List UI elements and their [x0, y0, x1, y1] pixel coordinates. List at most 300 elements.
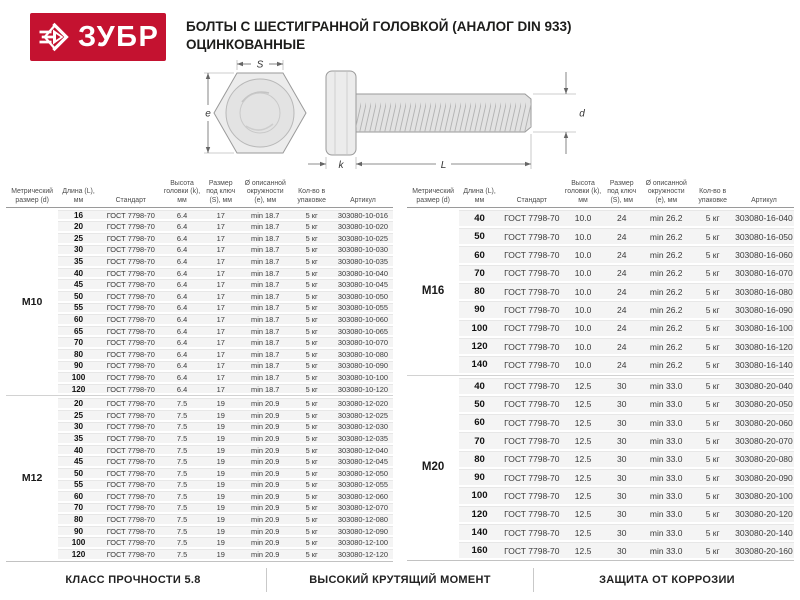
standard-cell: ГОСТ 7798-70	[500, 506, 564, 522]
article-cell: 303080-20-090	[734, 469, 794, 485]
table-row	[6, 314, 393, 324]
article-cell: 303080-10-030	[333, 245, 393, 255]
circumscribed-diameter-cell: min 33.0	[641, 451, 691, 467]
wrench-size-cell: 17	[201, 279, 240, 289]
package-qty-cell: 5 кг	[691, 210, 734, 226]
package-qty-cell: 5 кг	[290, 337, 333, 347]
article-cell: 303080-10-080	[333, 349, 393, 359]
wrench-size-cell: 24	[602, 228, 641, 244]
length-cell: 80	[58, 514, 99, 524]
table-row	[407, 301, 794, 317]
article-cell: 303080-16-120	[734, 338, 794, 354]
article-cell: 303080-12-055	[333, 480, 393, 490]
circumscribed-diameter-cell: min 18.7	[240, 337, 290, 347]
table-row	[6, 503, 393, 513]
table-row	[6, 445, 393, 455]
article-cell: 303080-12-030	[333, 422, 393, 432]
footer-strength-class: КЛАСС ПРОЧНОСТИ 5.8	[65, 574, 201, 586]
standard-cell: ГОСТ 7798-70	[99, 279, 163, 289]
head-height-cell: 12.5	[564, 432, 603, 448]
standard-cell: ГОСТ 7798-70	[99, 468, 163, 478]
circumscribed-diameter-cell: min 18.7	[240, 291, 290, 301]
table-row	[6, 291, 393, 301]
head-height-cell: 7.5	[163, 514, 202, 524]
package-qty-cell: 5 кг	[290, 526, 333, 536]
circumscribed-diameter-cell: min 20.9	[240, 456, 290, 466]
wrench-size-cell: 17	[201, 384, 240, 394]
standard-cell: ГОСТ 7798-70	[99, 361, 163, 371]
wrench-size-cell: 19	[201, 491, 240, 501]
column-header: Ø описанной окружности (e), мм	[645, 180, 687, 204]
length-cell: 80	[459, 283, 500, 299]
head-height-cell: 7.5	[163, 491, 202, 501]
standard-cell: ГОСТ 7798-70	[99, 372, 163, 382]
table-row	[6, 537, 393, 547]
table-row	[6, 398, 393, 408]
page-title	[186, 18, 572, 53]
wrench-size-cell: 17	[201, 291, 240, 301]
standard-cell: ГОСТ 7798-70	[500, 228, 564, 244]
circumscribed-diameter-cell: min 33.0	[641, 469, 691, 485]
head-height-cell: 12.5	[564, 487, 603, 503]
head-height-cell: 6.4	[163, 210, 202, 220]
wrench-size-cell: 30	[602, 396, 641, 412]
head-height-cell: 7.5	[163, 410, 202, 420]
table-row	[6, 410, 393, 420]
wrench-size-cell: 17	[201, 233, 240, 243]
circumscribed-diameter-cell: min 26.2	[641, 210, 691, 226]
length-cell: 30	[58, 422, 99, 432]
length-cell: 70	[459, 265, 500, 281]
column-header: Стандарт	[516, 196, 547, 204]
length-cell: 120	[459, 506, 500, 522]
table-row	[6, 337, 393, 347]
article-cell: 303080-20-040	[734, 378, 794, 394]
wrench-size-cell: 17	[201, 221, 240, 231]
circumscribed-diameter-cell: min 18.7	[240, 372, 290, 382]
head-height-cell: 10.0	[564, 210, 603, 226]
wrench-size-cell: 19	[201, 514, 240, 524]
wrench-size-cell: 19	[201, 468, 240, 478]
circumscribed-diameter-cell: min 18.7	[240, 361, 290, 371]
footer-corrosion: ЗАЩИТА ОТ КОРРОЗИИ	[599, 574, 735, 586]
circumscribed-diameter-cell: min 18.7	[240, 279, 290, 289]
wrench-size-cell: 24	[602, 265, 641, 281]
package-qty-cell: 5 кг	[691, 414, 734, 430]
article-cell: 303080-16-100	[734, 320, 794, 336]
head-height-cell: 12.5	[564, 524, 603, 540]
length-cell: 90	[58, 526, 99, 536]
table-row	[407, 265, 794, 281]
metric-size-label: М16	[421, 285, 445, 298]
table-row	[6, 480, 393, 490]
head-circle	[226, 79, 294, 147]
article-cell: 303080-10-065	[333, 326, 393, 336]
feature-footer	[0, 560, 800, 600]
standard-cell: ГОСТ 7798-70	[500, 301, 564, 317]
table-row	[6, 422, 393, 432]
circumscribed-diameter-cell: min 26.2	[641, 338, 691, 354]
column-header: Метрический размер (d)	[412, 188, 455, 204]
package-qty-cell: 5 кг	[290, 422, 333, 432]
size-group	[407, 375, 794, 559]
wrench-size-cell: 19	[201, 503, 240, 513]
article-cell: 303080-12-050	[333, 468, 393, 478]
size-group	[6, 395, 393, 558]
table-body	[407, 208, 794, 562]
standard-cell: ГОСТ 7798-70	[99, 349, 163, 359]
table-row	[407, 338, 794, 354]
table-row	[6, 372, 393, 382]
brand-name: ЗУБР	[78, 20, 160, 53]
length-cell: 65	[58, 326, 99, 336]
package-qty-cell: 5 кг	[691, 524, 734, 540]
table-row	[6, 256, 393, 266]
table-row	[6, 433, 393, 443]
circumscribed-diameter-cell: min 33.0	[641, 432, 691, 448]
circumscribed-diameter-cell: min 18.7	[240, 349, 290, 359]
package-qty-cell: 5 кг	[290, 480, 333, 490]
package-qty-cell: 5 кг	[290, 384, 333, 394]
column-header: Размер под ключ (S), мм	[206, 180, 236, 204]
length-cell: 100	[58, 372, 99, 382]
column-header: Длина (L), мм	[463, 188, 496, 204]
wrench-size-cell: 17	[201, 326, 240, 336]
brand-logo	[30, 13, 166, 61]
length-cell: 80	[459, 451, 500, 467]
length-cell: 120	[58, 384, 99, 394]
package-qty-cell: 5 кг	[290, 372, 333, 382]
head-height-cell: 7.5	[163, 422, 202, 432]
wrench-size-cell: 24	[602, 356, 641, 372]
spec-table-m16-m20	[407, 180, 794, 562]
article-cell: 303080-20-060	[734, 414, 794, 430]
length-cell: 40	[58, 268, 99, 278]
package-qty-cell: 5 кг	[290, 456, 333, 466]
bolt-drawing-svg	[198, 56, 590, 176]
circumscribed-diameter-cell: min 26.2	[641, 301, 691, 317]
article-cell: 303080-16-070	[734, 265, 794, 281]
standard-cell: ГОСТ 7798-70	[500, 210, 564, 226]
table-row	[407, 469, 794, 485]
standard-cell: ГОСТ 7798-70	[500, 469, 564, 485]
standard-cell: ГОСТ 7798-70	[500, 451, 564, 467]
article-cell: 303080-10-050	[333, 291, 393, 301]
length-cell: 160	[459, 542, 500, 558]
table-row	[6, 210, 393, 220]
column-header: Высота головки (k), мм	[564, 180, 602, 204]
article-cell: 303080-12-080	[333, 514, 393, 524]
wrench-size-cell: 17	[201, 303, 240, 313]
head-height-cell: 6.4	[163, 268, 202, 278]
wrench-size-cell: 30	[602, 542, 641, 558]
head-height-cell: 12.5	[564, 396, 603, 412]
length-cell: 35	[58, 256, 99, 266]
article-cell: 303080-16-090	[734, 301, 794, 317]
wrench-size-cell: 17	[201, 245, 240, 255]
head-height-cell: 10.0	[564, 320, 603, 336]
size-group	[6, 210, 393, 394]
wrench-size-cell: 30	[602, 506, 641, 522]
standard-cell: ГОСТ 7798-70	[99, 537, 163, 547]
circumscribed-diameter-cell: min 18.7	[240, 210, 290, 220]
bolt-technical-drawing	[198, 56, 590, 176]
head-height-cell: 6.4	[163, 303, 202, 313]
circumscribed-diameter-cell: min 20.9	[240, 445, 290, 455]
article-cell: 303080-20-160	[734, 542, 794, 558]
metric-size-label: М10	[21, 295, 43, 308]
length-cell: 50	[459, 228, 500, 244]
column-header: Артикул	[751, 196, 777, 204]
column-header: Кол-во в упаковке	[297, 188, 326, 204]
package-qty-cell: 5 кг	[691, 506, 734, 522]
standard-cell: ГОСТ 7798-70	[99, 491, 163, 501]
wrench-size-cell: 19	[201, 445, 240, 455]
head-height-cell: 7.5	[163, 480, 202, 490]
article-cell: 303080-20-080	[734, 451, 794, 467]
standard-cell: ГОСТ 7798-70	[99, 445, 163, 455]
table-row	[407, 542, 794, 558]
table-row	[407, 414, 794, 430]
standard-cell: ГОСТ 7798-70	[99, 210, 163, 220]
spec-tables	[6, 180, 794, 562]
standard-cell: ГОСТ 7798-70	[99, 433, 163, 443]
length-cell: 30	[58, 245, 99, 255]
circumscribed-diameter-cell: min 20.9	[240, 410, 290, 420]
table-row	[6, 268, 393, 278]
table-row	[6, 526, 393, 536]
wrench-size-cell: 19	[201, 456, 240, 466]
length-cell: 100	[459, 320, 500, 336]
head-height-cell: 6.4	[163, 384, 202, 394]
wrench-size-cell: 24	[602, 301, 641, 317]
wrench-size-cell: 24	[602, 283, 641, 299]
standard-cell: ГОСТ 7798-70	[500, 356, 564, 372]
standard-cell: ГОСТ 7798-70	[99, 291, 163, 301]
table-row	[6, 384, 393, 394]
table-row	[407, 432, 794, 448]
head-height-cell: 10.0	[564, 246, 603, 262]
package-qty-cell: 5 кг	[290, 303, 333, 313]
circumscribed-diameter-cell: min 18.7	[240, 326, 290, 336]
head-height-cell: 6.4	[163, 279, 202, 289]
length-cell: 40	[459, 378, 500, 394]
standard-cell: ГОСТ 7798-70	[500, 265, 564, 281]
package-qty-cell: 5 кг	[290, 279, 333, 289]
standard-cell: ГОСТ 7798-70	[99, 384, 163, 394]
circumscribed-diameter-cell: min 33.0	[641, 396, 691, 412]
article-cell: 303080-16-050	[734, 228, 794, 244]
article-cell: 303080-16-140	[734, 356, 794, 372]
head-height-cell: 10.0	[564, 356, 603, 372]
package-qty-cell: 5 кг	[290, 433, 333, 443]
circumscribed-diameter-cell: min 18.7	[240, 221, 290, 231]
wrench-size-cell: 19	[201, 526, 240, 536]
wrench-size-cell: 30	[602, 451, 641, 467]
standard-cell: ГОСТ 7798-70	[500, 487, 564, 503]
package-qty-cell: 5 кг	[290, 537, 333, 547]
circumscribed-diameter-cell: min 33.0	[641, 506, 691, 522]
package-qty-cell: 5 кг	[290, 245, 333, 255]
standard-cell: ГОСТ 7798-70	[99, 410, 163, 420]
table-row	[407, 210, 794, 226]
zubr-arrow-icon	[38, 19, 74, 55]
standard-cell: ГОСТ 7798-70	[99, 256, 163, 266]
article-cell: 303080-12-020	[333, 398, 393, 408]
article-cell: 303080-10-055	[333, 303, 393, 313]
package-qty-cell: 5 кг	[691, 283, 734, 299]
package-qty-cell: 5 кг	[290, 326, 333, 336]
article-cell: 303080-10-020	[333, 221, 393, 231]
column-header: Кол-во в упаковке	[698, 188, 727, 204]
package-qty-cell: 5 кг	[290, 314, 333, 324]
dim-label-d: d	[579, 108, 585, 120]
table-row	[407, 283, 794, 299]
length-cell: 140	[459, 356, 500, 372]
wrench-size-cell: 24	[602, 246, 641, 262]
table-row	[407, 246, 794, 262]
standard-cell: ГОСТ 7798-70	[99, 456, 163, 466]
package-qty-cell: 5 кг	[290, 398, 333, 408]
standard-cell: ГОСТ 7798-70	[99, 422, 163, 432]
length-cell: 140	[459, 524, 500, 540]
length-cell: 45	[58, 456, 99, 466]
article-cell: 303080-10-045	[333, 279, 393, 289]
table-row	[6, 549, 393, 559]
metric-size-label: М12	[21, 471, 43, 484]
wrench-size-cell: 19	[201, 480, 240, 490]
head-height-cell: 6.4	[163, 245, 202, 255]
length-cell: 20	[58, 398, 99, 408]
head-height-cell: 7.5	[163, 468, 202, 478]
table-header-row	[407, 180, 794, 208]
package-qty-cell: 5 кг	[290, 445, 333, 455]
standard-cell: ГОСТ 7798-70	[500, 320, 564, 336]
article-cell: 303080-10-025	[333, 233, 393, 243]
article-cell: 303080-12-100	[333, 537, 393, 547]
package-qty-cell: 5 кг	[691, 246, 734, 262]
package-qty-cell: 5 кг	[691, 378, 734, 394]
circumscribed-diameter-cell: min 20.9	[240, 549, 290, 559]
dim-label-s: S	[256, 59, 264, 71]
package-qty-cell: 5 кг	[290, 410, 333, 420]
length-cell: 20	[58, 221, 99, 231]
wrench-size-cell: 17	[201, 372, 240, 382]
head-height-cell: 6.4	[163, 349, 202, 359]
package-qty-cell: 5 кг	[290, 468, 333, 478]
head-height-cell: 7.5	[163, 503, 202, 513]
head-height-cell: 12.5	[564, 451, 603, 467]
table-row	[6, 279, 393, 289]
column-header: Метрический размер (d)	[11, 188, 54, 204]
article-cell: 303080-10-100	[333, 372, 393, 382]
article-cell: 303080-20-050	[734, 396, 794, 412]
circumscribed-diameter-cell: min 18.7	[240, 303, 290, 313]
circumscribed-diameter-cell: min 20.9	[240, 503, 290, 513]
column-header: Размер под ключ (S), мм	[607, 180, 637, 204]
article-cell: 303080-12-090	[333, 526, 393, 536]
wrench-size-cell: 19	[201, 422, 240, 432]
package-qty-cell: 5 кг	[691, 396, 734, 412]
circumscribed-diameter-cell: min 18.7	[240, 233, 290, 243]
article-cell: 303080-16-060	[734, 246, 794, 262]
table-row	[407, 356, 794, 372]
article-cell: 303080-10-070	[333, 337, 393, 347]
wrench-size-cell: 19	[201, 398, 240, 408]
standard-cell: ГОСТ 7798-70	[99, 303, 163, 313]
circumscribed-diameter-cell: min 18.7	[240, 268, 290, 278]
length-cell: 50	[58, 291, 99, 301]
standard-cell: ГОСТ 7798-70	[500, 283, 564, 299]
length-cell: 40	[459, 210, 500, 226]
standard-cell: ГОСТ 7798-70	[500, 378, 564, 394]
article-cell: 303080-12-025	[333, 410, 393, 420]
article-cell: 303080-10-060	[333, 314, 393, 324]
circumscribed-diameter-cell: min 20.9	[240, 526, 290, 536]
length-cell: 90	[459, 301, 500, 317]
head-height-cell: 6.4	[163, 256, 202, 266]
circumscribed-diameter-cell: min 33.0	[641, 542, 691, 558]
circumscribed-diameter-cell: min 20.9	[240, 514, 290, 524]
head-height-cell: 6.4	[163, 372, 202, 382]
table-row	[407, 524, 794, 540]
wrench-size-cell: 17	[201, 314, 240, 324]
metric-size-label: М20	[421, 461, 445, 473]
wrench-size-cell: 30	[602, 378, 641, 394]
head-height-cell: 12.5	[564, 378, 603, 394]
package-qty-cell: 5 кг	[691, 265, 734, 281]
article-cell: 303080-12-070	[333, 503, 393, 513]
head-height-cell: 7.5	[163, 526, 202, 536]
column-header: Артикул	[350, 196, 376, 204]
head-height-cell: 10.0	[564, 228, 603, 244]
standard-cell: ГОСТ 7798-70	[99, 245, 163, 255]
circumscribed-diameter-cell: min 18.7	[240, 245, 290, 255]
standard-cell: ГОСТ 7798-70	[99, 314, 163, 324]
wrench-size-cell: 30	[602, 469, 641, 485]
wrench-size-cell: 24	[602, 320, 641, 336]
package-qty-cell: 5 кг	[691, 487, 734, 503]
length-cell: 55	[58, 303, 99, 313]
hex-head-side	[326, 71, 356, 155]
table-row	[407, 320, 794, 336]
package-qty-cell: 5 кг	[691, 301, 734, 317]
length-cell: 60	[58, 314, 99, 324]
circumscribed-diameter-cell: min 26.2	[641, 320, 691, 336]
circumscribed-diameter-cell: min 33.0	[641, 378, 691, 394]
length-cell: 16	[58, 210, 99, 220]
wrench-size-cell: 30	[602, 414, 641, 430]
standard-cell: ГОСТ 7798-70	[99, 337, 163, 347]
length-cell: 55	[58, 480, 99, 490]
table-row	[407, 378, 794, 394]
article-cell: 303080-10-016	[333, 210, 393, 220]
head-height-cell: 6.4	[163, 326, 202, 336]
table-header-row	[6, 180, 393, 208]
head-height-cell: 6.4	[163, 291, 202, 301]
wrench-size-cell: 24	[602, 338, 641, 354]
length-cell: 45	[58, 279, 99, 289]
wrench-size-cell: 19	[201, 537, 240, 547]
package-qty-cell: 5 кг	[691, 542, 734, 558]
circumscribed-diameter-cell: min 20.9	[240, 422, 290, 432]
head-height-cell: 6.4	[163, 337, 202, 347]
length-cell: 25	[58, 410, 99, 420]
length-cell: 90	[459, 469, 500, 485]
length-cell: 100	[58, 537, 99, 547]
article-cell: 303080-10-040	[333, 268, 393, 278]
table-row	[407, 506, 794, 522]
